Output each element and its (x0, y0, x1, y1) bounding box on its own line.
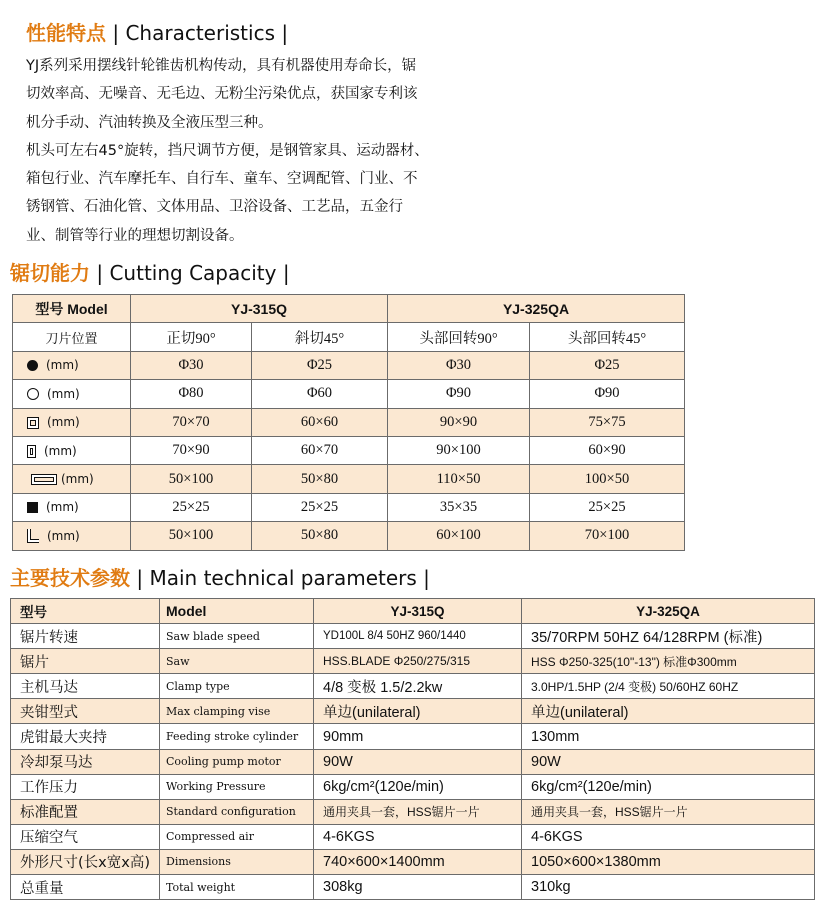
heading-separator: | (112, 21, 120, 45)
table-cell: Φ90 (530, 380, 685, 408)
table-cell: Compressed air (160, 824, 314, 849)
params-heading (10, 562, 430, 591)
angle-header: 正切90° (131, 323, 252, 351)
technical-parameters-table (10, 598, 815, 900)
unit-label: (mm) (47, 415, 80, 430)
table-cell: 25×25 (530, 493, 685, 521)
table-cell: 50×100 (131, 522, 252, 550)
heading-separator: | (423, 566, 430, 590)
table-cell: 锯片 (11, 649, 160, 674)
table-cell: 6kg/cm²(120e/min) (522, 774, 815, 799)
table-cell: Saw blade speed (160, 624, 314, 649)
table-cell: 50×80 (252, 522, 388, 550)
table-cell: 740×600×1400mm (314, 849, 522, 874)
heading-separator: | (136, 566, 144, 590)
header-cell: Model (160, 599, 314, 624)
table-cell: 75×75 (530, 408, 685, 436)
table-cell: 60×60 (252, 408, 388, 436)
table-cell: HSS.BLADE Φ250/275/315 (314, 649, 522, 674)
table-cell: 35/70RPM 50HZ 64/128RPM (标准) (522, 624, 815, 649)
table-row (11, 649, 815, 674)
heading-separator: | (96, 261, 104, 285)
table-cell: Φ25 (530, 351, 685, 379)
table-cell: 50×80 (252, 465, 388, 493)
table-cell: Saw (160, 649, 314, 674)
table-cell: 60×90 (530, 436, 685, 464)
table-row (11, 724, 815, 749)
unit-label: (mm) (47, 528, 80, 543)
table-cell: 单边(unilateral) (314, 699, 522, 724)
table-row (13, 493, 685, 521)
characteristics-title-zh: 性能特点 (26, 21, 106, 45)
table-cell: 标准配置 (11, 799, 160, 824)
heading-separator: | (281, 21, 289, 45)
header-cell: YJ-325QA (522, 599, 815, 624)
table-cell: 70×100 (530, 522, 685, 550)
model-a: YJ-315Q (131, 295, 388, 323)
params-title-en: Main technical parameters (149, 566, 417, 590)
unit-label: (mm) (46, 358, 79, 373)
table-cell: 60×70 (252, 436, 388, 464)
table-cell: 100×50 (530, 465, 685, 493)
table-cell: 110×50 (388, 465, 530, 493)
cutting-title-zh: 锯切能力 (10, 261, 90, 285)
table-row (13, 351, 685, 379)
rect-tube-wide-icon (31, 474, 57, 485)
params-title-zh: 主要技术参数 (10, 566, 130, 590)
table-cell: Cooling pump motor (160, 749, 314, 774)
table-cell: 4-6KGS (522, 824, 815, 849)
table-cell: Standard configuration (160, 799, 314, 824)
table-cell: 70×70 (131, 408, 252, 436)
table-cell: 25×25 (131, 493, 252, 521)
header-cell: 型号 (11, 599, 160, 624)
table-cell: 25×25 (252, 493, 388, 521)
table-cell: 虎钳最大夹持 (11, 724, 160, 749)
table-cell: YD100L 8/4 50HZ 960/1440 (314, 624, 522, 649)
table-cell: 外形尺寸(长x宽x高) (11, 849, 160, 874)
table-cell: 308kg (314, 875, 522, 900)
table-row (13, 323, 685, 351)
table-row (11, 849, 815, 874)
unit-label: (mm) (47, 386, 80, 401)
table-cell: 90W (522, 749, 815, 774)
table-row (11, 699, 815, 724)
table-cell: Φ25 (252, 351, 388, 379)
table-cell: 3.0HP/1.5HP (2/4 变极) 50/60HZ 60HZ (522, 674, 815, 699)
characteristics-line: 机分手动、汽油转换及全液压型三种。 (26, 114, 273, 131)
characteristics-heading (26, 17, 288, 46)
heading-separator: | (282, 261, 290, 285)
table-cell: 310kg (522, 875, 815, 900)
table-cell: 130mm (522, 724, 815, 749)
characteristics-line: 机头可左右45°旋转，挡尺调节方便，是钢管家具、运动器材、 (26, 142, 429, 159)
table-cell: Φ60 (252, 380, 388, 408)
table-cell: 1050×600×1380mm (522, 849, 815, 874)
unit-label: (mm) (46, 500, 79, 515)
table-row (11, 824, 815, 849)
table-cell: 通用夹具一套，HSS锯片一片 (522, 799, 815, 824)
table-cell: 60×100 (388, 522, 530, 550)
table-cell: 总重量 (11, 875, 160, 900)
rect-tube-tall-icon (27, 445, 36, 458)
table-cell: 主机马达 (11, 674, 160, 699)
table-cell: 4-6KGS (314, 824, 522, 849)
table-row (11, 749, 815, 774)
table-cell: Clamp type (160, 674, 314, 699)
unit-label: (mm) (61, 472, 94, 487)
table-cell: Feeding stroke cylinder (160, 724, 314, 749)
cutting-heading (10, 257, 290, 286)
characteristics-line: 箱包行业、汽车摩托车、自行车、童车、空调配管、门业、不 (26, 171, 418, 188)
table-row (11, 774, 815, 799)
angle-iron-icon (27, 529, 39, 543)
characteristics-line: 锈钢管、石油化管、文体用品、卫浴设备、工艺品，五金行 (26, 199, 403, 216)
table-row (13, 436, 685, 464)
table-row (11, 674, 815, 699)
table-cell: 90×100 (388, 436, 530, 464)
characteristics-text (26, 52, 486, 250)
cutting-title-en: Cutting Capacity (109, 261, 277, 285)
table-cell: 4/8 变极 1.5/2.2kw (314, 674, 522, 699)
table-cell: Max clamping vise (160, 699, 314, 724)
unit-label: (mm) (44, 443, 77, 458)
table-row (11, 599, 815, 624)
square-tube-icon (27, 417, 39, 429)
table-cell: 6kg/cm²(120e/min) (314, 774, 522, 799)
table-cell: 单边(unilateral) (522, 699, 815, 724)
characteristics-title-en: Characteristics (125, 21, 275, 45)
model-b: YJ-325QA (388, 295, 685, 323)
table-cell: 50×100 (131, 465, 252, 493)
table-cell: 90mm (314, 724, 522, 749)
table-cell: 35×35 (388, 493, 530, 521)
table-cell: 70×90 (131, 436, 252, 464)
square-solid-icon (27, 502, 38, 513)
table-row (11, 624, 815, 649)
table-row (11, 799, 815, 824)
characteristics-line: 业、制管等行业的理想切割设备。 (26, 227, 244, 244)
table-row (11, 875, 815, 900)
table-cell: 锯片转速 (11, 624, 160, 649)
table-cell: 冷却泵马达 (11, 749, 160, 774)
table-cell: 通用夹具一套，HSS锯片一片 (314, 799, 522, 824)
round-solid-icon (27, 360, 38, 371)
table-cell: Φ30 (388, 351, 530, 379)
table-cell: 工作压力 (11, 774, 160, 799)
table-cell: 90W (314, 749, 522, 774)
table-cell: 压缩空气 (11, 824, 160, 849)
table-cell: Working Pressure (160, 774, 314, 799)
table-cell: Φ30 (131, 351, 252, 379)
round-hollow-icon (27, 388, 39, 400)
blade-position-label: 刀片位置 (13, 323, 131, 351)
table-row (13, 408, 685, 436)
characteristics-line: YJ系列采用摆线针轮锥齿机构传动，具有机器使用寿命长，锯 (26, 58, 417, 74)
cutting-capacity-table (12, 294, 685, 551)
angle-header: 头部回转90° (388, 323, 530, 351)
model-label: 型号 Model (13, 295, 131, 323)
table-row (13, 522, 685, 550)
table-cell: Φ90 (388, 380, 530, 408)
header-cell: YJ-315Q (314, 599, 522, 624)
angle-header: 斜切45° (252, 323, 388, 351)
table-cell: HSS Φ250-325(10"-13") 标准Φ300mm (522, 649, 815, 674)
table-cell: 夹钳型式 (11, 699, 160, 724)
table-row (13, 465, 685, 493)
table-cell: Total weight (160, 875, 314, 900)
table-cell: Dimensions (160, 849, 314, 874)
table-cell: Φ80 (131, 380, 252, 408)
table-row (13, 380, 685, 408)
angle-header: 头部回转45° (530, 323, 685, 351)
characteristics-line: 切效率高、无噪音、无毛边、无粉尘污染优点，获国家专利该 (26, 86, 418, 103)
table-row (13, 295, 685, 323)
table-cell: 90×90 (388, 408, 530, 436)
